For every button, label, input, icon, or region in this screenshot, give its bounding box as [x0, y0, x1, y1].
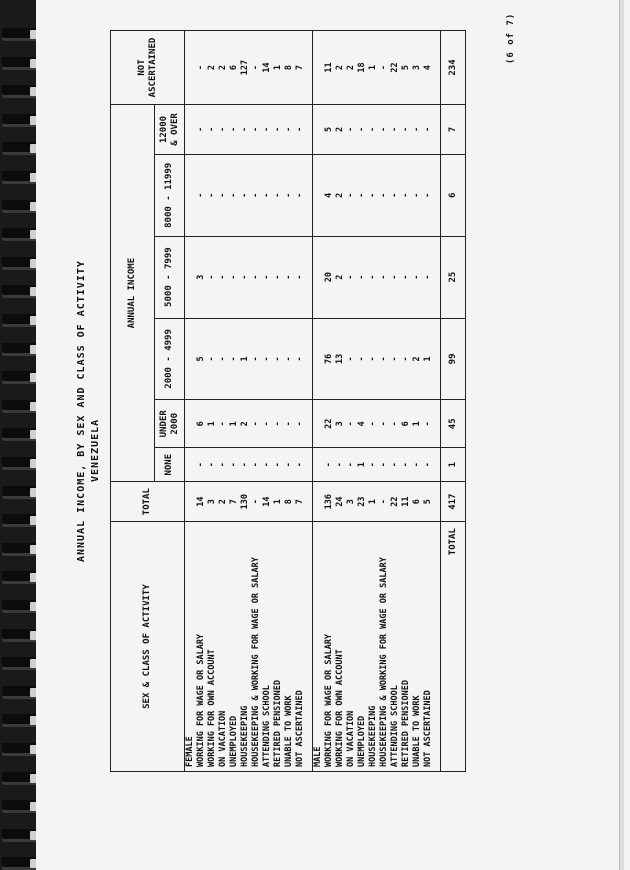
value-cell: 4: [324, 192, 334, 198]
total-c5000: 25: [441, 236, 466, 318]
value-cell: 6: [196, 421, 206, 427]
value-cell: -: [262, 126, 272, 133]
spacer: [313, 237, 324, 318]
value-cell: 2: [412, 356, 422, 362]
value-cell: -: [251, 192, 261, 198]
value-cell: -: [390, 462, 400, 468]
value-cell: -: [295, 421, 305, 427]
activity-label: ATTENDING SCHOOL: [262, 685, 272, 767]
rotated-table-page: [68, 12, 548, 812]
value-cell: 3: [346, 499, 356, 505]
value-cell: -: [412, 126, 422, 133]
activity-label: UNEMPLOYED: [229, 715, 239, 767]
value-cell: 1: [368, 499, 378, 505]
spacer: [313, 400, 324, 447]
value-cell: -: [229, 274, 239, 280]
value-cell: 11: [324, 62, 334, 73]
value-cell: -: [295, 356, 305, 362]
value-cell: -: [401, 192, 411, 198]
value-cell: 1: [423, 356, 433, 362]
value-cell: 13: [335, 353, 345, 365]
value-cell: 5: [324, 126, 334, 133]
spacer: [313, 319, 324, 400]
activity-label: ON VACATION: [218, 710, 228, 767]
value-cell: 2: [335, 274, 345, 280]
value-cell: -: [390, 274, 400, 280]
activity-label: ATTENDING SCHOOL: [390, 685, 400, 767]
value-cell: 7: [295, 499, 305, 505]
activity-cell: [185, 522, 313, 772]
total-na: 234: [441, 31, 466, 105]
value-cell: -: [379, 421, 389, 427]
value-cell: -: [368, 462, 378, 468]
header-na-line2: ASCERTAINED: [147, 37, 158, 98]
value-cell: 1: [240, 356, 250, 362]
value-cell: -: [379, 274, 389, 280]
col-total-cell: [185, 482, 313, 522]
value-cell: -: [251, 421, 261, 427]
group-label: MALE: [313, 746, 323, 767]
value-cell: 1: [368, 64, 378, 71]
value-cell: -: [262, 192, 272, 198]
value-cell: -: [324, 462, 334, 468]
activity-label: HOUSEKEEPING: [240, 705, 250, 767]
value-cell: -: [390, 126, 400, 133]
header-under-2000: [155, 400, 185, 448]
value-cell: -: [390, 421, 400, 427]
value-cell: -: [379, 499, 389, 505]
page-title: ANNUAL INCOME, BY SEX AND CLASS OF ACTIVITY: [76, 260, 87, 562]
col-c2000-cell: [313, 318, 441, 400]
value-cell: -: [240, 462, 250, 468]
value-cell: -: [218, 462, 228, 468]
total-row: [441, 31, 466, 772]
value-cell: -: [284, 462, 294, 468]
value-cell: -: [295, 462, 305, 468]
header-none: NONE: [155, 448, 185, 482]
value-cell: 8: [284, 499, 294, 505]
value-cell: 1: [273, 499, 283, 505]
group-label: FEMALE: [185, 736, 195, 767]
value-cell: -: [346, 356, 356, 362]
spacer: [313, 31, 324, 104]
header-activity: SEX & CLASS OF ACTIVITY: [111, 522, 185, 772]
value-cell: -: [218, 421, 228, 427]
value-cell: -: [284, 192, 294, 198]
value-cell: 6: [412, 499, 422, 505]
value-cell: -: [401, 274, 411, 280]
total-under2000: 45: [441, 400, 466, 448]
value-cell: -: [284, 421, 294, 427]
value-cell: -: [423, 462, 433, 468]
value-cell: -: [273, 421, 283, 427]
value-cell: -: [357, 126, 367, 133]
activity-label: HOUSEKEEPING & WORKING FOR WAGE OR SALARY: [251, 557, 261, 767]
spacer: [185, 400, 196, 447]
value-cell: 1: [229, 421, 239, 427]
col-na-cell: [185, 31, 313, 105]
value-cell: 2: [346, 64, 356, 71]
header-under-line2: 2000: [169, 412, 180, 435]
value-cell: 5: [423, 499, 433, 505]
spacer: [185, 155, 196, 236]
value-cell: -: [379, 126, 389, 133]
value-cell: -: [273, 126, 283, 133]
value-cell: 136: [324, 493, 334, 510]
spacer: [185, 105, 196, 154]
col-none-cell: [313, 448, 441, 482]
spacer: [185, 31, 196, 104]
value-cell: -: [240, 126, 250, 133]
value-cell: -: [379, 462, 389, 468]
value-cell: 6: [401, 421, 411, 427]
value-cell: -: [218, 274, 228, 280]
spacer: [313, 482, 324, 521]
spacer: [185, 319, 196, 400]
value-cell: -: [423, 274, 433, 280]
activity-label: WORKING FOR OWN ACCOUNT: [207, 649, 217, 767]
col-under2000-cell: [313, 400, 441, 448]
value-cell: -: [368, 192, 378, 198]
spacer: [313, 448, 324, 481]
activity-label: WORKING FOR WAGE OR SALARY: [196, 633, 206, 767]
header-12000-line2: & OVER: [169, 113, 180, 146]
total-label: TOTAL: [441, 522, 466, 772]
value-cell: -: [218, 126, 228, 133]
value-cell: -: [379, 192, 389, 198]
activity-label: HOUSEKEEPING & WORKING FOR WAGE OR SALARY: [379, 557, 389, 767]
value-cell: -: [262, 274, 272, 280]
header-annual-income: ANNUAL INCOME: [111, 105, 155, 482]
value-cell: -: [295, 192, 305, 198]
value-cell: -: [273, 192, 283, 198]
col-c8000-cell: [185, 154, 313, 236]
value-cell: 4: [357, 421, 367, 427]
value-cell: 2: [218, 499, 228, 505]
value-cell: -: [368, 274, 378, 280]
page-subtitle: VENEZUELA: [90, 418, 101, 482]
value-cell: -: [357, 356, 367, 362]
value-cell: -: [273, 462, 283, 468]
activity-label: HOUSEKEEPING: [368, 705, 378, 767]
value-cell: -: [401, 356, 411, 362]
value-cell: 18: [357, 62, 367, 73]
value-cell: -: [346, 274, 356, 280]
value-cell: -: [229, 192, 239, 198]
col-c5000-cell: [313, 236, 441, 318]
value-cell: -: [240, 192, 250, 198]
value-cell: 14: [196, 496, 206, 507]
activity-label: NOT ASCERTAINED: [295, 690, 305, 767]
value-cell: -: [357, 274, 367, 280]
value-cell: -: [251, 462, 261, 468]
value-cell: 127: [240, 59, 250, 76]
group-row: [313, 31, 441, 772]
header-not-ascertained: [111, 31, 185, 105]
value-cell: 3: [335, 421, 345, 427]
value-cell: -: [284, 274, 294, 280]
value-cell: 2: [335, 126, 345, 133]
value-cell: -: [229, 462, 239, 468]
value-cell: 23: [357, 496, 367, 507]
value-cell: -: [240, 274, 250, 280]
value-cell: -: [207, 274, 217, 280]
value-cell: -: [196, 126, 206, 133]
value-cell: -: [390, 356, 400, 362]
value-cell: -: [229, 356, 239, 362]
value-cell: -: [196, 64, 206, 71]
activity-label: UNABLE TO WORK: [284, 695, 294, 767]
value-cell: -: [273, 356, 283, 362]
col-under2000-cell: [185, 400, 313, 448]
header-8000-11999: 8000 - 11999: [155, 154, 185, 236]
value-cell: 20: [324, 272, 334, 283]
value-cell: -: [251, 499, 261, 505]
total-total: 417: [441, 482, 466, 522]
activity-label: NOT ASCERTAINED: [423, 690, 433, 767]
value-cell: 7: [295, 64, 305, 71]
value-cell: -: [390, 192, 400, 198]
value-cell: -: [273, 274, 283, 280]
spacer: [185, 482, 196, 521]
value-cell: -: [346, 192, 356, 198]
spacer: [185, 237, 196, 318]
col-c8000-cell: [313, 154, 441, 236]
value-cell: -: [295, 126, 305, 133]
value-cell: -: [218, 356, 228, 362]
col-c2000-cell: [185, 318, 313, 400]
value-cell: -: [207, 462, 217, 468]
value-cell: -: [251, 126, 261, 133]
value-cell: -: [423, 126, 433, 133]
col-c12000-cell: [313, 105, 441, 155]
value-cell: 14: [262, 62, 272, 73]
value-cell: -: [262, 356, 272, 362]
value-cell: -: [251, 356, 261, 362]
page-edge: [619, 0, 624, 870]
value-cell: 2: [207, 64, 217, 71]
col-none-cell: [185, 448, 313, 482]
activity-label: RETIRED PENSIONED: [273, 680, 283, 767]
value-cell: -: [401, 462, 411, 468]
value-cell: -: [335, 462, 345, 468]
activity-label: UNEMPLOYED: [357, 715, 367, 767]
value-cell: -: [412, 274, 422, 280]
value-cell: 2: [335, 192, 345, 198]
value-cell: -: [295, 274, 305, 280]
header-total: TOTAL: [111, 482, 185, 522]
value-cell: 11: [401, 496, 411, 507]
value-cell: 5: [196, 356, 206, 362]
value-cell: 130: [240, 493, 250, 510]
value-cell: 24: [335, 496, 345, 507]
value-cell: 22: [390, 496, 400, 507]
col-c5000-cell: [185, 236, 313, 318]
header-2000-4999: 2000 - 4999: [155, 318, 185, 400]
value-cell: -: [379, 356, 389, 362]
activity-label: RETIRED PENSIONED: [401, 680, 411, 767]
value-cell: -: [229, 126, 239, 133]
header-under-line1: UNDER: [158, 410, 169, 438]
activity-label: ON VACATION: [346, 710, 356, 767]
value-cell: -: [284, 126, 294, 133]
value-cell: -: [251, 274, 261, 280]
value-cell: 3: [207, 499, 217, 505]
total-none: 1: [441, 448, 466, 482]
value-cell: 2: [218, 64, 228, 71]
value-cell: -: [412, 462, 422, 468]
value-cell: -: [196, 192, 206, 198]
value-cell: -: [346, 462, 356, 468]
value-cell: 5: [401, 64, 411, 71]
value-cell: -: [346, 421, 356, 427]
header-na-line1: NOT: [136, 59, 147, 76]
total-c2000: 99: [441, 318, 466, 400]
value-cell: -: [218, 192, 228, 198]
group-row: [185, 31, 313, 772]
activity-label: WORKING FOR WAGE OR SALARY: [324, 633, 334, 767]
value-cell: -: [379, 64, 389, 71]
value-cell: -: [196, 462, 206, 468]
header-12000-over: [155, 105, 185, 155]
value-cell: -: [368, 126, 378, 133]
total-c8000: 6: [441, 154, 466, 236]
header-12000-line1: 12000: [158, 115, 169, 144]
value-cell: 1: [207, 421, 217, 427]
value-cell: 6: [229, 64, 239, 71]
spacer: [313, 105, 324, 154]
value-cell: -: [368, 421, 378, 427]
value-cell: 1: [357, 462, 367, 468]
activity-cell: [313, 522, 441, 772]
value-cell: -: [262, 462, 272, 468]
value-cell: -: [251, 64, 261, 71]
col-c12000-cell: [185, 105, 313, 155]
value-cell: 2: [335, 64, 345, 71]
value-cell: 1: [273, 64, 283, 71]
value-cell: -: [207, 126, 217, 133]
value-cell: -: [368, 356, 378, 362]
value-cell: 1: [412, 421, 422, 427]
value-cell: 22: [390, 62, 400, 73]
value-cell: 2: [240, 421, 250, 427]
value-cell: 3: [196, 274, 206, 280]
value-cell: -: [412, 192, 422, 198]
value-cell: -: [284, 356, 294, 362]
value-cell: 8: [284, 64, 294, 71]
col-total-cell: [313, 482, 441, 522]
col-na-cell: [313, 31, 441, 105]
spacer: [313, 155, 324, 236]
value-cell: -: [357, 192, 367, 198]
value-cell: -: [207, 192, 217, 198]
activity-label: WORKING FOR OWN ACCOUNT: [335, 649, 345, 767]
value-cell: 22: [324, 418, 334, 429]
value-cell: 7: [229, 499, 239, 505]
value-cell: -: [423, 421, 433, 427]
value-cell: -: [346, 126, 356, 133]
value-cell: -: [401, 126, 411, 133]
income-table: [110, 30, 466, 772]
value-cell: 76: [324, 353, 334, 365]
activity-label: UNABLE TO WORK: [412, 695, 422, 767]
value-cell: -: [262, 421, 272, 427]
page-marker: (6 of 7): [506, 12, 516, 64]
header-5000-7999: 5000 - 7999: [155, 236, 185, 318]
value-cell: -: [423, 192, 433, 198]
value-cell: 3: [412, 64, 422, 71]
value-cell: 14: [262, 496, 272, 507]
total-c12000: 7: [441, 105, 466, 155]
value-cell: -: [207, 356, 217, 362]
value-cell: 4: [423, 64, 433, 71]
spacer: [185, 448, 196, 481]
